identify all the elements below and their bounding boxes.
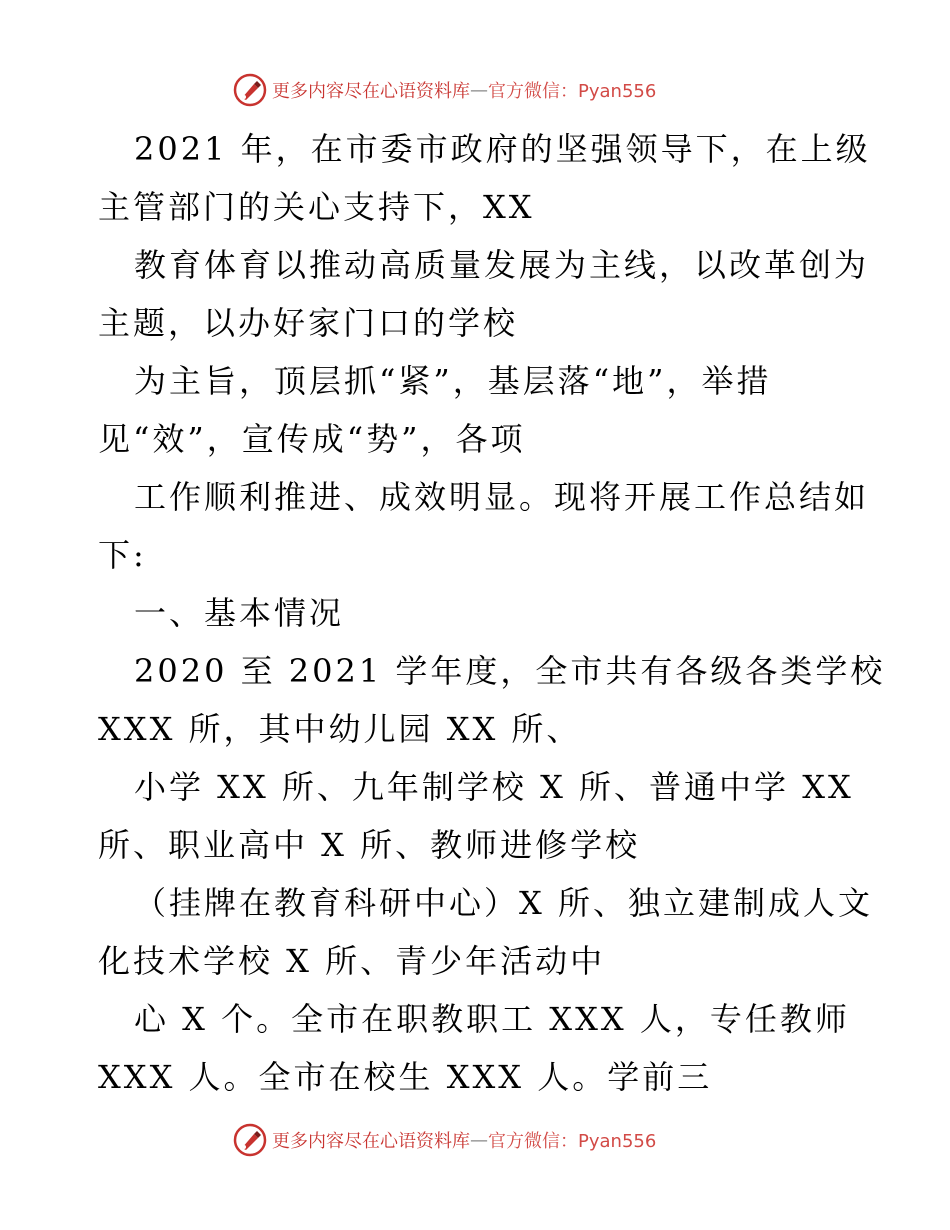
text-line: （挂牌在教育科研中心）X 所、独立建制成人文: [134, 884, 873, 922]
text-line: 主管部门的关心支持下，XX: [98, 188, 535, 226]
text-line: 下:: [98, 536, 147, 574]
watermark-contact-text: 官方微信：Pyan556: [488, 81, 657, 102]
document-body: [98, 120, 918, 1106]
text-line: 教育体育以推动高质量发展为主线，以改革创为: [134, 246, 870, 284]
text-line: 见“效”，宣传成“势”，各项: [98, 420, 526, 458]
pen-logo-icon: [232, 1122, 268, 1158]
text-line: 心 X 个。全市在职教职工 XXX 人，专任教师: [134, 1000, 850, 1038]
watermark-brand-text: 更多内容尽在心语资料库: [272, 1131, 470, 1152]
watermark-footer: [232, 1120, 656, 1160]
section-heading: 一、基本情况: [134, 594, 345, 632]
text-line: 主题，以办好家门口的学校: [98, 304, 519, 342]
text-line: XXX 所，其中幼儿园 XX 所、: [98, 710, 582, 748]
text-line: 工作顺利推进、成效明显。现将开展工作总结如: [134, 478, 870, 516]
text-line: XXX 人。全市在校生 XXX 人。学前三: [98, 1058, 713, 1096]
text-line: 所、职业高中 X 所、教师进修学校: [98, 826, 641, 864]
text-line: 2020 至 2021 学年度，全市共有各级各类学校: [134, 652, 886, 690]
pen-logo-icon: [232, 72, 268, 108]
text-line: 小学 XX 所、九年制学校 X 所、普通中学 XX: [134, 768, 854, 806]
text-line: 化技术学校 X 所、青少年活动中: [98, 942, 606, 980]
watermark-brand-text: 更多内容尽在心语资料库: [272, 81, 470, 102]
watermark-contact-text: 官方微信：Pyan556: [488, 1131, 657, 1152]
watermark-separator: —: [470, 1129, 488, 1151]
text-line: 2021 年，在市委市政府的坚强领导下，在上级: [134, 130, 871, 168]
watermark-separator: —: [470, 79, 488, 101]
watermark-header: [232, 70, 656, 110]
text-line: 为主旨，顶层抓“紧”，基层落“地”，举措: [134, 362, 772, 400]
